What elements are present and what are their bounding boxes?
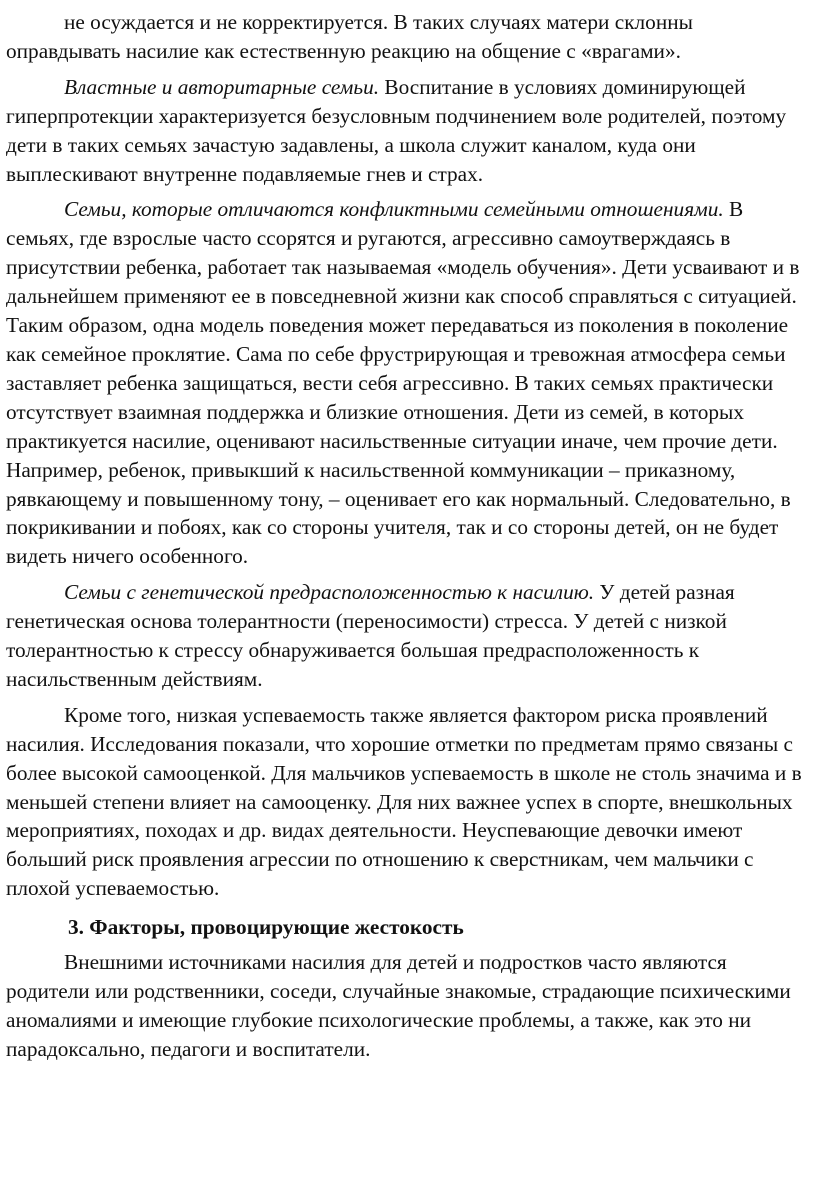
paragraph-text: Внешними источниками насилия для детей и подростков часто являются родители или родственники, соседи, случайные знакомые, страдающие психическими аномалиями и имеющие глубокие психологические проблемы, а также, как это ни парадоксально, педагоги и воспитатели. <box>6 950 791 1061</box>
paragraph-text: Кроме того, низкая успеваемость также является фактором риска проявлений насилия. Исследования показали, что хорошие отметки по предметам прямо связаны с более высокой самооценкой. Для мальчиков успеваемость в школе не столь значима и в меньшей степени влияет на самооценку. Для них важнее успех в спорте, внешкольных мероприятиях, походах и др. видах деятельности. Неуспевающие девочки имеют больший риск проявления агрессии по отношению к сверстникам, чем мальчики с плохой успеваемостью. <box>6 702 802 901</box>
paragraph-text: В семьях, где взрослые часто ссорятся и ругаются, агрессивно самоутверждаясь в присутствии ребенка, работает так называемая «модель обучения». Дети усваивают и в дальнейшем применяют ее в повседневной жизни как способ справляться с ситуацией. Таким образом, одна модель поведения может передаваться из поколения в поколение как семейное проклятие. Сама по себе фрустрирующая и тревожная атмосфера семьи заставляет ребенка защищаться, вести себя агрессивно. В таких семьях практически отсутствует взаимная поддержка и близкие отношения. Дети из семей, в которых практикуется насилие, оценивают насильственные ситуации иначе, чем прочие дети. Например, ребенок, привыкший к насильственной коммуникации – приказному, рявкающему и повышенному тону, – оценивает его как нормальный. Следовательно, в покрикивании и побоях, как со стороны учителя, так и со стороны детей, он не будет видеть ничего особенного. <box>6 197 800 569</box>
paragraph-academic-performance <box>6 701 806 903</box>
paragraph-external-sources <box>6 948 806 1064</box>
paragraph-lead-italic: Семьи, которые отличаются конфликтными семейными отношениями. <box>64 197 724 222</box>
paragraph-authoritarian-families <box>6 73 806 189</box>
paragraph-genetic-families <box>6 578 806 694</box>
paragraph-text: У детей разная генетическая основа толерантности (переносимости) стресса. У детей с низкой толерантностью к стрессу обнаруживается большая предрасположенность к насильственным действиям. <box>6 580 735 691</box>
section-heading: 3. Факторы, провоцирующие жестокость <box>68 915 464 940</box>
paragraph-conflict-families <box>6 195 806 571</box>
paragraph-text: Воспитание в условиях доминирующей гиперпротекции характеризуется безусловным подчинением воле родителей, поэтому дети в таких семьях зачастую задавлены, а школа служит каналом, куда они выплескивают внутренне подавляемые гнев и страх. <box>6 74 787 186</box>
paragraph-lead-italic: Властные и авторитарные семьи. <box>64 74 380 99</box>
paragraph-continuation <box>6 8 806 66</box>
paragraph-lead-italic: Семьи с генетической предрасположенностью к насилию. <box>64 580 595 605</box>
paragraph-text: не осуждается и не корректируется. В таких случаях матери склонны оправдывать насилие как естественную реакцию на общение с «врагами». <box>6 10 693 63</box>
